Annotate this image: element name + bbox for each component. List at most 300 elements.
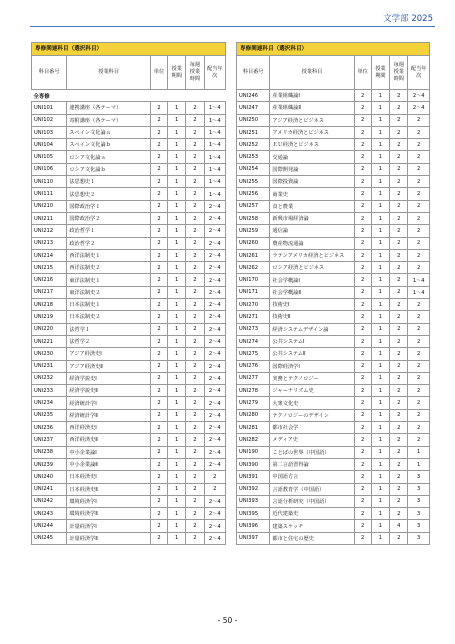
right-column (236, 42, 430, 545)
period: 1 (371, 151, 389, 163)
year: 2 (408, 299, 430, 311)
weekly-hours: 2 (390, 90, 408, 102)
course-name: スペイン文化論ａ (67, 126, 151, 138)
credits: 2 (150, 495, 167, 507)
course-name: 政治哲学２ (67, 237, 151, 249)
table-row (237, 532, 430, 544)
year: 2〜4 (204, 422, 225, 434)
course-name: アジア経済とビジネス (270, 114, 354, 126)
period: 1 (168, 163, 186, 175)
weekly-hours: 2 (390, 434, 408, 446)
credits: 2 (354, 385, 371, 397)
course-code: UNI280 (237, 409, 270, 421)
year: 2〜4 (204, 348, 225, 360)
credits: 2 (354, 508, 371, 520)
course-code: UNI262 (237, 262, 270, 274)
period: 1 (168, 348, 186, 360)
course-name: ロシア経済とビジネス (270, 262, 354, 274)
period: 1 (371, 397, 389, 409)
credits: 2 (150, 114, 167, 126)
table-row (32, 237, 226, 249)
course-code: UNI240 (32, 471, 67, 483)
period: 1 (371, 446, 389, 458)
period: 1 (168, 225, 186, 237)
course-name: 経済統計学Ⅱ (67, 409, 151, 421)
table-row (32, 446, 226, 458)
course-code: UNI215 (32, 262, 67, 274)
credits: 2 (354, 311, 371, 323)
table-row (32, 151, 226, 163)
course-name: ジャーナリズム史 (270, 385, 354, 397)
col-header-name: 授業科目 (67, 56, 151, 90)
period: 1 (371, 520, 389, 532)
table-row (32, 323, 226, 335)
credits: 2 (150, 311, 167, 323)
credits: 2 (150, 335, 167, 347)
year: 3 (408, 495, 430, 507)
period: 1 (371, 495, 389, 507)
weekly-hours: 2 (390, 385, 408, 397)
table-row (32, 385, 226, 397)
year: 2〜4 (204, 495, 225, 507)
credits: 2 (150, 139, 167, 151)
course-code: UNI244 (32, 520, 67, 532)
credits: 2 (150, 200, 167, 212)
period: 1 (168, 385, 186, 397)
credits: 2 (354, 360, 371, 372)
course-name: 東洋法制史２ (67, 286, 151, 298)
credits: 2 (150, 188, 167, 200)
table-row (237, 385, 430, 397)
course-name: 計量経済学Ⅱ (67, 532, 151, 544)
course-name: 法思想史２ (67, 188, 151, 200)
table-row (237, 372, 430, 384)
course-name: 環境経済学Ⅱ (67, 508, 151, 520)
course-name: 政治哲学１ (67, 225, 151, 237)
year: 2 (408, 434, 430, 446)
weekly-hours: 2 (186, 323, 204, 335)
credits: 2 (150, 225, 167, 237)
weekly-hours: 2 (390, 249, 408, 261)
year: 3 (408, 520, 430, 532)
weekly-hours: 2 (390, 508, 408, 520)
credits: 2 (150, 397, 167, 409)
year: 2〜4 (204, 286, 225, 298)
year: 1〜4 (408, 274, 430, 286)
course-code: UNI396 (237, 520, 270, 532)
header-rule (30, 26, 435, 27)
year: 2 (408, 323, 430, 335)
weekly-hours: 2 (186, 422, 204, 434)
table-row (237, 237, 430, 249)
col-header-code: 科目番号 (237, 56, 270, 90)
table-row (237, 262, 430, 274)
period: 1 (371, 249, 389, 261)
weekly-hours: 2 (186, 188, 204, 200)
weekly-hours: 2 (390, 311, 408, 323)
course-code: UNI105 (32, 151, 67, 163)
category-row (32, 90, 226, 102)
year: 2〜4 (204, 200, 225, 212)
weekly-hours: 2 (186, 458, 204, 470)
credits: 2 (354, 323, 371, 335)
year: 1〜4 (204, 176, 225, 188)
course-name: アジア経済史Ⅱ (67, 360, 151, 372)
year: 2〜4 (204, 274, 225, 286)
table-row (237, 274, 430, 286)
course-code: UNI270 (237, 299, 270, 311)
course-name: 商業史 (270, 188, 354, 200)
course-code: UNI103 (32, 126, 67, 138)
period: 1 (371, 163, 389, 175)
year: 2 (408, 139, 430, 151)
weekly-hours: 2 (186, 508, 204, 520)
period: 1 (371, 458, 389, 470)
credits: 2 (150, 372, 167, 384)
period: 1 (371, 532, 389, 544)
weekly-hours: 2 (390, 458, 408, 470)
period: 1 (168, 176, 186, 188)
year: 2 (408, 225, 430, 237)
course-code: UNI238 (32, 446, 67, 458)
course-code: UNI276 (237, 360, 270, 372)
year: 2 (408, 311, 430, 323)
weekly-hours: 2 (186, 360, 204, 372)
period: 1 (371, 114, 389, 126)
credits: 2 (354, 249, 371, 261)
course-code: UNI273 (237, 323, 270, 335)
weekly-hours: 2 (186, 274, 204, 286)
weekly-hours: 2 (390, 262, 408, 274)
course-name: 産業組織論Ⅰ (270, 90, 354, 102)
credits: 2 (354, 409, 371, 421)
credits: 2 (354, 422, 371, 434)
course-code: UNI104 (32, 139, 67, 151)
course-code: UNI254 (237, 163, 270, 175)
period: 1 (168, 495, 186, 507)
course-code: UNI237 (32, 434, 67, 446)
year: 3 (408, 471, 430, 483)
table-row (32, 495, 226, 507)
course-code: UNI210 (32, 200, 67, 212)
year: 2〜4 (204, 360, 225, 372)
year: 2 (408, 200, 430, 212)
period: 1 (371, 311, 389, 323)
table-row (237, 311, 430, 323)
credits: 2 (354, 262, 371, 274)
table-row (32, 102, 226, 114)
period: 1 (371, 90, 389, 102)
table-row (32, 286, 226, 298)
page-header-title: 文学部 2025 (383, 14, 433, 24)
course-name: 連携講座（各テーマ） (67, 102, 151, 114)
weekly-hours: 2 (186, 176, 204, 188)
weekly-hours: 2 (186, 348, 204, 360)
table-row (237, 335, 430, 347)
credits: 2 (354, 212, 371, 224)
table-row (237, 508, 430, 520)
credits: 2 (354, 532, 371, 544)
credits: 2 (354, 102, 371, 114)
course-code: UNI231 (32, 360, 67, 372)
period: 1 (168, 139, 186, 151)
table-row (32, 422, 226, 434)
year: 1〜4 (204, 163, 225, 175)
course-name: 経済学説史Ⅱ (67, 385, 151, 397)
year: 2〜4 (204, 385, 225, 397)
year: 2〜4 (408, 90, 430, 102)
credits: 2 (354, 225, 371, 237)
table-row (32, 409, 226, 421)
course-code: UNI111 (32, 188, 67, 200)
course-name: アジア経済史Ⅰ (67, 348, 151, 360)
credits: 2 (150, 348, 167, 360)
course-code: UNI279 (237, 397, 270, 409)
table-row (32, 299, 226, 311)
credits: 2 (150, 434, 167, 446)
course-name: 交通論 (270, 151, 354, 163)
credits: 2 (354, 335, 371, 347)
weekly-hours: 2 (186, 102, 204, 114)
weekly-hours: 2 (390, 188, 408, 200)
period: 1 (168, 151, 186, 163)
period: 1 (168, 274, 186, 286)
course-code: UNI391 (237, 471, 270, 483)
period: 1 (168, 508, 186, 520)
table-row (237, 188, 430, 200)
period: 1 (168, 471, 186, 483)
year: 2〜4 (408, 102, 430, 114)
course-code: UNI217 (32, 286, 67, 298)
table-row (237, 249, 430, 261)
year: 2 (408, 422, 430, 434)
table-row (237, 163, 430, 175)
course-code: UNI278 (237, 385, 270, 397)
period: 1 (371, 225, 389, 237)
course-name: 公共システムⅠ (270, 335, 354, 347)
year: 2 (408, 409, 430, 421)
year: 2〜4 (204, 323, 225, 335)
col-header-name: 授業科目 (270, 56, 354, 90)
course-name: 都市社会学 (270, 422, 354, 434)
course-name: スペイン文化論ｂ (67, 139, 151, 151)
period: 1 (168, 360, 186, 372)
course-name: ラテンアメリカ経済とビジネス (270, 249, 354, 261)
course-code: UNI397 (237, 532, 270, 544)
table-row (32, 176, 226, 188)
table-row (237, 422, 430, 434)
credits: 2 (150, 471, 167, 483)
credits: 2 (354, 520, 371, 532)
course-name: 技術史Ⅱ (270, 311, 354, 323)
course-code: UNI211 (32, 212, 67, 224)
course-code: UNI106 (32, 163, 67, 175)
course-code: UNI392 (237, 483, 270, 495)
credits: 2 (150, 126, 167, 138)
course-code: UNI395 (237, 508, 270, 520)
weekly-hours: 2 (390, 299, 408, 311)
weekly-hours: 2 (390, 495, 408, 507)
credits: 2 (354, 372, 371, 384)
weekly-hours: 2 (186, 520, 204, 532)
period: 1 (168, 114, 186, 126)
table-row (32, 200, 226, 212)
course-code: UNI256 (237, 188, 270, 200)
credits: 2 (354, 114, 371, 126)
credits: 2 (150, 274, 167, 286)
course-name: 新興市場経済論 (270, 212, 354, 224)
year: 2 (408, 335, 430, 347)
credits: 2 (354, 200, 371, 212)
period: 1 (168, 532, 186, 544)
course-code: UNI234 (32, 397, 67, 409)
weekly-hours: 2 (186, 446, 204, 458)
weekly-hours: 2 (186, 200, 204, 212)
weekly-hours: 2 (390, 483, 408, 495)
weekly-hours: 2 (186, 286, 204, 298)
table-row (32, 532, 226, 544)
period: 1 (371, 299, 389, 311)
credits: 2 (150, 532, 167, 544)
table-row (237, 397, 430, 409)
course-name: 東洋法制史１ (67, 274, 151, 286)
period: 1 (371, 471, 389, 483)
credits: 2 (354, 90, 371, 102)
course-name: 中小企業論Ⅱ (67, 458, 151, 470)
course-code: UNI246 (237, 90, 270, 102)
year: 2〜4 (204, 532, 225, 544)
period: 1 (371, 237, 389, 249)
period: 1 (371, 286, 389, 298)
course-table-right (236, 55, 430, 545)
year: 2〜4 (204, 434, 225, 446)
weekly-hours: 2 (186, 311, 204, 323)
course-name: 技術史Ⅰ (270, 299, 354, 311)
course-name: 経済システムデザイン論 (270, 323, 354, 335)
year: 2〜4 (204, 446, 225, 458)
table-row (32, 274, 226, 286)
year: 2〜4 (204, 225, 225, 237)
table-row (237, 139, 430, 151)
course-name: 社会学概論Ⅰ (270, 274, 354, 286)
table-body-right (237, 90, 430, 545)
course-code: UNI241 (32, 483, 67, 495)
credits: 2 (150, 249, 167, 261)
course-code: UNI190 (237, 446, 270, 458)
weekly-hours: 2 (186, 299, 204, 311)
course-code: UNI393 (237, 495, 270, 507)
course-name: 通信論 (270, 225, 354, 237)
year: 2〜4 (204, 237, 225, 249)
period: 1 (371, 212, 389, 224)
year: 2 (408, 249, 430, 261)
weekly-hours: 2 (186, 434, 204, 446)
year: 1〜4 (204, 151, 225, 163)
course-code: UNI255 (237, 176, 270, 188)
col-header-period: 授業期間 (168, 56, 186, 90)
table-row (237, 286, 430, 298)
course-code: UNI271 (237, 311, 270, 323)
credits: 2 (150, 520, 167, 532)
course-name: 法哲学２ (67, 335, 151, 347)
table-row (32, 458, 226, 470)
weekly-hours: 2 (390, 225, 408, 237)
table-row (32, 372, 226, 384)
year: 1〜4 (408, 286, 430, 298)
credits: 2 (354, 163, 371, 175)
course-code: UNI213 (32, 237, 67, 249)
col-header-credits: 単位 (354, 56, 371, 90)
weekly-hours: 2 (390, 335, 408, 347)
weekly-hours: 2 (390, 372, 408, 384)
credits: 2 (150, 262, 167, 274)
course-code: UNI253 (237, 151, 270, 163)
year: 3 (408, 508, 430, 520)
period: 1 (371, 200, 389, 212)
table-row (237, 126, 430, 138)
course-code: UNI235 (32, 409, 67, 421)
year: 2 (204, 471, 225, 483)
table-row (32, 520, 226, 532)
weekly-hours: 2 (186, 409, 204, 421)
weekly-hours: 2 (186, 483, 204, 495)
course-code: UNI171 (237, 286, 270, 298)
weekly-hours: 2 (390, 532, 408, 544)
credits: 2 (150, 102, 167, 114)
year: 2 (408, 397, 430, 409)
course-code: UNI239 (32, 458, 67, 470)
table-row (237, 483, 430, 495)
col-header-code: 科目番号 (32, 56, 67, 90)
year: 2 (408, 212, 430, 224)
credits: 2 (354, 188, 371, 200)
table-row (237, 90, 430, 102)
table-row (237, 446, 430, 458)
credits: 2 (150, 237, 167, 249)
table-row (32, 471, 226, 483)
course-name: テクノロジーのデザイン (270, 409, 354, 421)
course-code: UNI101 (32, 102, 67, 114)
table-row (32, 483, 226, 495)
course-code: UNI250 (237, 114, 270, 126)
course-name: 近代建築史 (270, 508, 354, 520)
course-code: UNI261 (237, 249, 270, 261)
weekly-hours: 2 (186, 397, 204, 409)
period: 1 (168, 262, 186, 274)
table-row (237, 348, 430, 360)
period: 1 (168, 286, 186, 298)
course-code: UNI232 (32, 372, 67, 384)
course-name: 都市と住宅の歴史 (270, 532, 354, 544)
table-row (32, 508, 226, 520)
weekly-hours: 2 (390, 151, 408, 163)
weekly-hours: 2 (186, 471, 204, 483)
year: 2 (408, 163, 430, 175)
period: 1 (371, 176, 389, 188)
table-row (32, 163, 226, 175)
year: 2〜4 (204, 508, 225, 520)
course-name: メディア史 (270, 434, 354, 446)
weekly-hours: 2 (390, 163, 408, 175)
course-code: UNI390 (237, 458, 270, 470)
col-header-year: 配当年次 (408, 56, 430, 90)
course-name: 実務とテクノロジー (270, 372, 354, 384)
table-row (237, 409, 430, 421)
table-row (237, 102, 430, 114)
table-row (237, 434, 430, 446)
course-name: 寄附講座（各テーマ） (67, 114, 151, 126)
course-code: UNI260 (237, 237, 270, 249)
